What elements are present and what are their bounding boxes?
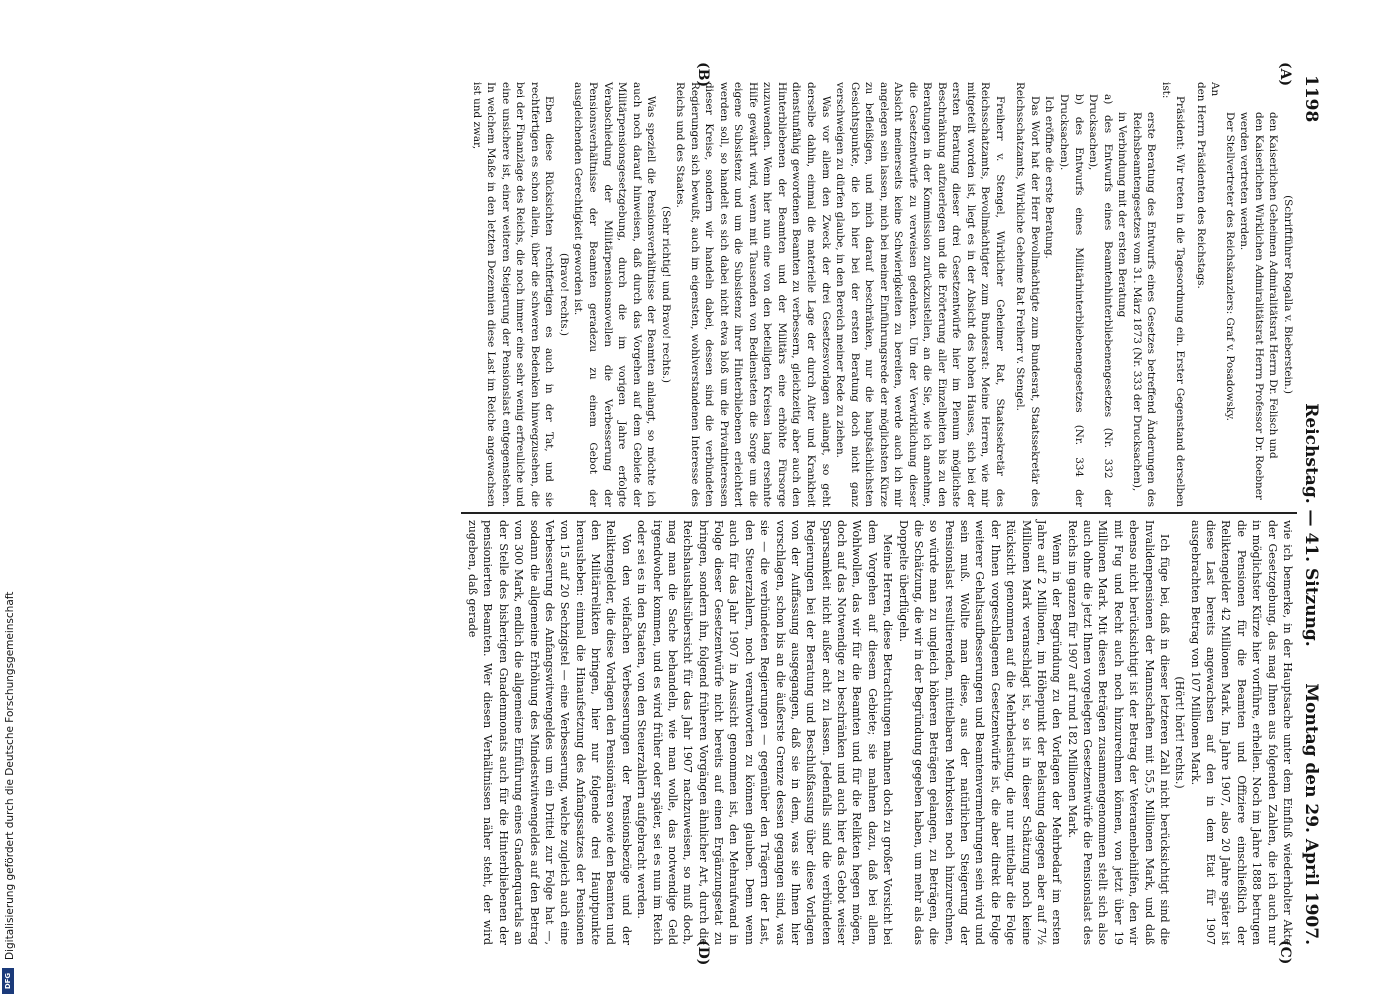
paragraph: Meine Herren, diese Betrachtungen mahnen doch zu großer Vorsicht bei dem Vorgehen auf diesem Gebiete; sie mahnen dazu, daß bei allem Wohlwollen, das wir für die Beamten und für die Relikten hegen mögen, doch auf das Notwendige zu beschränken und auch hier das Gebot weiser Sparsamkeit nicht außer acht zu lassen. Jedenfalls sind die verbündeten Regierungen bei der Beratung und Beschlußfassung über diese Vorlagen von der Auffassung ausgegangen, daß sie in dem, was sie Ihnen hier vorschlagen, schon bis an die äußerste Grenze dessen gegangen sind, was sie — die verbündeten Regierungen — gegenüber den Trägern der Last, den Steuerzahlern, noch verantworten zu können glauben. Denn wenn auch für das Jahr 1907 in Aussicht genommen ist, den Mehraufwand in Folge dieser Gesetzentwürfe nicht bereits auf einen Ergänzungsetat zu bringen, sondern ihn, folgend früheren Vorgängen ähnlicher Art, durch die Reichshaushaltsübersicht für das Jahr 1907 nachzuweisen, so muß doch, mag man die Sache behandeln, wie man wolle, das notwendige Geld irgendwoher kommen, und es wird früher oder später, sei es nun im Reich oder sei es in den Staaten, von den Steuerzahlern aufgebracht werden. xyxy=(635,520,895,945)
credit-text: Digitalisierung gefördert durch die Deutsche Forschungsgemeinschaft xyxy=(4,591,16,960)
margin-marker-b: (B) xyxy=(695,62,711,88)
paragraph: den Herrn Präsidenten des Reichstags. xyxy=(1194,82,1207,289)
left-column xyxy=(469,82,1295,507)
paragraph: in Verbindung mit der ersten Beratung xyxy=(1116,112,1129,318)
paragraph: Ich füge bei, daß in dieser letzteren Zahl nicht berücksichtigt sind die Invalidenpensionen der Mannschaften mit 55,5 Millionen Mark, und daß ebenso nicht berücksichtigt ist der Betrag der Veteranenbeihilfen, den wir mit Fug und Recht auch noch hinzurechnen können, von jetzt über 19 Millionen Mark. Mit diesen Beträgen zusammengenommen stellt sich also auch ohne die jetzt Ihnen vorgelegten Gesetzentwürfe die Pensionslast des Reichs im ganzen für 1907 auf rund 182 Millionen Mark. xyxy=(1065,520,1171,945)
right-column xyxy=(465,520,1295,945)
paragraph: Von den vielfachen Verbesserungen der Pensionsbezüge und der Reliktengelder, die diese Vorlagen den Pensionären sowie den Beamten und den Militärrelikten bringen, hier nur folgende drei Hauptpunkte herausheben: einmal die Hinaufsetzung des Anfangssatzes der Pensionen von 15 auf 20 Sechzigstel — eine Verbesserung, welche zugleich auch eine Verbesserung des Anfangswitwengeldes um ein Drittel zur Folge hat —, sodann die allgemeine Erhöhung des Mindestwitwengeldes auf den Betrag von 300 Mark, endlich die allgemeine Einführung eines Gnadenquartals an der Stelle des bisherigen Gnadenmonats auch für die Hinterbliebenen der pensionierten Beamten. Wer diesen Verhältnissen näher steht, der wird zugeben, daß gerade xyxy=(466,520,633,945)
paragraph: wie ich bemerke, in der Hauptsache unter dem Einfluß wiederholter Akte der Gesetzgebung, das mag Ihnen aus folgenden Zahlen, die ich auch nur in möglichster Kürze hier vorführe, erhellen. Noch im Jahre 1888 betrugen die Pensionen für die Beamten und Offiziere einschließlich der Reliktengelder 42 Millionen Mark. Im Jahre 1907, also 20 Jahre später ist diese Last bereits angewachsen auf den in dem Etat für 1907 ausgebrachten Betrag von 107 Millionen Mark. xyxy=(1188,520,1294,945)
paragraph: (Hört! hört! rechts.) xyxy=(1173,676,1187,789)
paragraph: werden vertreten werden. xyxy=(1238,112,1251,251)
paragraph: Was vor allem den Zweck der drei Gesetzesvorlagen anlangt, so geht derselbe dahin, einmal die materielle Lage der durch Alter und Krankheit dienstunfähig gewordenen Beamten zu verbessern, gleichzeitig aber auch den Hinterbliebenen der Beamten und der Militärs eine erhöhte Fürsorge zuzuwenden. Wenn hier nun eine von den beteiligten Kreisen lang ersehnte Hilfe gewährt wird, wenn mit Tausenden von Bediensteten die Sorge um die eigene Subsistenz und um die Subsistenz ihrer Hinterbliebenen erleichtert werden soll, so handelt es sich dabei nicht etwa bloß um die Privatinteressen dieser Kreise, sondern wir handeln dabei, dessen sind die verbündeten Regierungen sich bewußt, auch im eigensten, wohlverstandenen Interesse des Reichs und des Staates. xyxy=(674,82,832,507)
paragraph: erste Beratung des Entwurfs eines Gesetzes betreffend Änderungen des Reichsbeamtengesetzes vom 31. März 1873 (Nr. 333 der Drucksachen), xyxy=(1130,112,1158,507)
column-divider xyxy=(461,512,1297,514)
paragraph: b) des Entwurfs eines Militärhinterbliebenengesetzes (Nr. 334 der Drucksachen). xyxy=(1058,94,1085,507)
margin-marker-d: (D) xyxy=(695,940,711,966)
paragraph: Präsident: Wir treten in die Tagesordnung ein. Erster Gegenstand derselben ist: xyxy=(1159,82,1187,507)
margin-marker-a: (A) xyxy=(1277,62,1293,87)
paragraph: (Sehr richtig! und Bravo! rechts.) xyxy=(659,206,672,383)
page-number: 1198 xyxy=(1301,75,1321,123)
page-title: Reichstag. — 41. Sitzung. xyxy=(1301,403,1321,647)
paragraph: den Kaiserlichen Geheimen Admiralitätsrat Herrn Dr. Felisch und xyxy=(1267,112,1280,459)
paragraph: Was speziell die Pensionsverhältnisse der Beamten anlangt, so möchte ich auch noch darauf hinweisen, daß durch das Vorgehen auf dem Gebiete der Militärpensionsgesetzgebung, durch die im vorigen Jahre erfolgte Verabschiedung der Militärpensionsnovellen die Verbesserung der Pensionsverhältnisse der Beamten geradezu zu einem Gebot der ausgleichenden Gerechtigkeit geworden ist. xyxy=(572,82,658,507)
paragraph: Ich eröffne die erste Beratung. xyxy=(1043,96,1056,259)
paragraph: (Bravo! rechts.) xyxy=(557,253,570,336)
paragraph: (Schriftführer Rogalla v. Bieberstein.) xyxy=(1282,195,1294,394)
paragraph: Das Wort hat der Herr Bevollmächtigte zum Bundesrat, Staatssekretär des Reichsschatzamts, Wirkliche Geheime Rat Freiherr v. Stengel. xyxy=(1014,82,1041,507)
paragraph: den Kaiserlichen Wirklichen Admiralitätsrat Herrn Professor Dr. Roebner xyxy=(1252,112,1265,500)
paragraph: Wenn in der Begründung zu den Vorlagen der Mehrbedarf im ersten Jahre auf 2 Millionen, im Höhepunkt der Belastung dagegen aber auf 7½ Millionen Mark veranschlagt ist, so ist in dieser Schätzung noch keine Rücksicht genommen auf die Mehrbelastung, die nur mittelbar die Folge der Ihnen vorgeschlagenen Gesetzentwürfe ist, die aber direkt die Folge weiterer Gehaltsaufbesserungen und Beamtenvermehrungen sein wird und sein muß. Wollte man diese, aus der natürlichen Steigerung der Pensionslast resultierenden, mittelbaren Mehrkosten noch hinzurechnen, so würde man zu ungleich höheren Beträgen gelangen, zu Beträgen, die die Schätzung, die wir in der Begründung gegeben haben, um mehr als das Doppelte überflügeln. xyxy=(896,520,1064,945)
session-date: Montag den 29. April 1907. xyxy=(1301,683,1321,945)
paragraph: An xyxy=(1209,82,1222,97)
paragraph: a) des Entwurfs eines Beamtenhinterbliebenengesetzes (Nr. 332 der Drucksachen), xyxy=(1087,94,1114,507)
margin-marker-c: (C) xyxy=(1277,940,1293,965)
paragraph: Der Stellvertreter des Reichskanzlers: Graf v. Posadowsky. xyxy=(1223,112,1236,421)
paragraph: Freiherr v. Stengel, Wirklicher Geheimer Rat, Staatssekretär des Reichsschatzamts, Bevollmächtigter zum Bundesrat: Meine Herren, wie mir mitgeteilt worden ist, liegt es in der Absicht des hohen Hauses, sich bei der ersten Beratung dieser drei Gesetzentwürfe hier im Plenum möglichste Beschränkung aufzuerlegen und die Erörterung aller Einzelheiten bis zu den Beratungen in der Kommission zurückzustellen, an die Sie, wie ich annehme, die Gesetzentwürfe zu verweisen gedenken. Um der Verwirklichung dieser Absicht meinerseits keine Schwierigkeiten zu bereiten, werde auch ich mir angelegen sein lassen, mich bei meiner Einführungsrede der möglichsten Kürze zu befleißigen, und mich darauf beschränken, nur die hauptsächlichsten Gesichtspunkte, die ich hier bei der ersten Beratung doch nicht ganz verschweigen zu dürfen glaube, in den Bereich meiner Rede zu ziehen. xyxy=(834,82,1006,507)
dfg-logo-text: DFG xyxy=(4,972,12,990)
paragraph: Eben diese Rücksichten rechtfertigen es auch in der Tat, und sie rechtfertigen es schon allein, über die schweren Bedenken hinwegzusehen, die bei der Finanzlage des Reichs, die noch immer eine sehr wenig erfreuliche und eine unsichere ist, einer weiteren Steigerung der Pensionslast entgegenstehen. In welchem Maße in den letzten Dezennien diese Last im Reiche angewachsen ist und zwar, xyxy=(470,82,556,507)
